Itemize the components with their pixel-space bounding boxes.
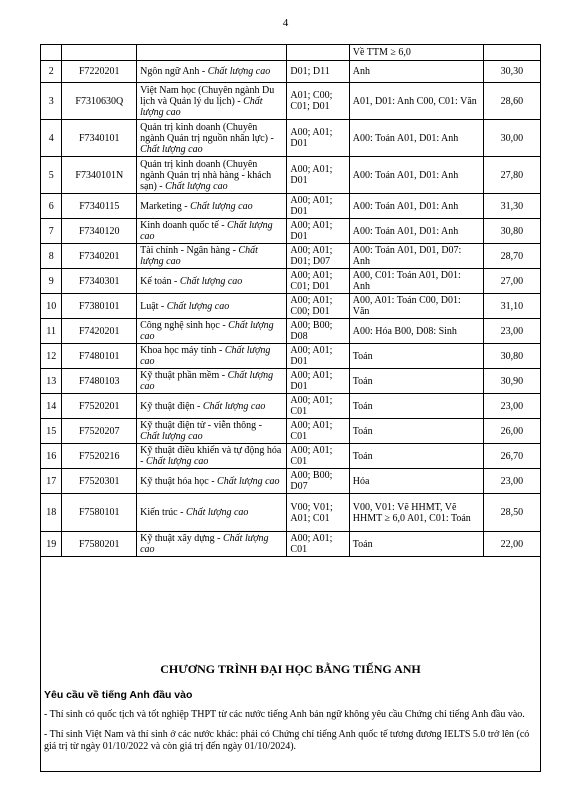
program-name: Quản trị kinh doanh (Chuyên ngành Quản trị nguồn nhân lực) - (140, 121, 274, 144)
program-code-cell: F7520201 (62, 394, 137, 419)
subject-combos-cell: A00; A01; C01 (287, 532, 349, 557)
program-code-cell: F7340101 (62, 120, 137, 157)
score-cell: 26,70 (483, 444, 540, 469)
table-row (41, 394, 541, 419)
requirement-paragraph-1: - Thí sinh có quốc tịch và tốt nghiệp THPT từ các nước tiếng Anh bản ngữ không yêu cầu Chứng chỉ tiếng Anh đầu vào. (44, 709, 525, 720)
subject-combos-cell: A00; A01; C01 (287, 419, 349, 444)
program-code-cell: F7340201 (62, 244, 137, 269)
subject-combos-cell: A00; A01; D01 (287, 369, 349, 394)
english-subjects-cell: Toán (349, 394, 483, 419)
subject-combos-cell: V00; V01; A01; C01 (287, 494, 349, 532)
score-cell: 30,80 (483, 344, 540, 369)
quality-label: Chất lượng cao (179, 275, 243, 287)
row-number-cell: 9 (41, 269, 62, 294)
requirement-heading: Yêu cầu về tiếng Anh đầu vào (44, 689, 193, 701)
program-name: Kiến trúc - (140, 507, 186, 518)
score-cell: 22,00 (483, 532, 540, 557)
subject-combos-cell: A00; A01; D01; D07 (287, 244, 349, 269)
quality-label: Chất lượng cao (140, 143, 203, 155)
english-subjects-cell: A00: Toán A01, D01: Anh (349, 194, 483, 219)
subject-combos-cell: A01; C00; C01; D01 (287, 83, 349, 120)
english-subjects-cell: A00: Toán A01, D01: Anh (349, 219, 483, 244)
program-name: Khoa học máy tính - (140, 345, 225, 356)
row-number-cell: 14 (41, 394, 62, 419)
table-row (41, 120, 541, 157)
english-subjects-cell: A01, D01: Anh C00, C01: Văn (349, 83, 483, 120)
program-name: Ngôn ngữ Anh - (140, 66, 208, 77)
program-name: Tài chính - Ngân hàng - (140, 245, 239, 256)
english-program-section (40, 660, 541, 753)
program-name-cell (137, 444, 287, 469)
program-name: Kỹ thuật điện tử - viễn thông - (140, 420, 262, 431)
quality-label: Chất lượng cao (190, 200, 253, 212)
program-name: Kỹ thuật điện - (140, 400, 203, 412)
program-name: Kế toán - (140, 275, 180, 287)
subject-combos-cell: A00; B00; D08 (287, 319, 349, 344)
score-cell: 23,00 (483, 469, 540, 494)
program-name: Marketing - (140, 200, 191, 212)
row-number-cell: 17 (41, 469, 62, 494)
row-number-cell: 5 (41, 157, 62, 194)
quality-label: Chất lượng cao (166, 300, 230, 312)
score-cell: 30,30 (483, 61, 540, 83)
program-code-cell: F7220201 (62, 61, 137, 83)
program-name-cell (137, 319, 287, 344)
program-code-cell: F7520207 (62, 419, 137, 444)
subject-combos-cell: A00; A01; D01 (287, 344, 349, 369)
quality-label: Chất lượng cao (140, 431, 203, 442)
score-cell: 23,00 (483, 394, 540, 419)
score-cell: 26,00 (483, 419, 540, 444)
program-code-cell: F7340115 (62, 194, 137, 219)
score-cell: 30,00 (483, 120, 540, 157)
english-subjects-cell: Toán (349, 444, 483, 469)
english-subjects-cell: Toán (349, 344, 483, 369)
quality-label: Chất lượng cao (140, 95, 263, 118)
subject-combos-cell: A00; A01; D01 (287, 157, 349, 194)
quality-label: Chất lượng cao (140, 345, 271, 367)
row-number-cell: 13 (41, 369, 62, 394)
table-row (41, 532, 541, 557)
program-code-cell: F7580201 (62, 532, 137, 557)
program-name: Luật - (140, 300, 167, 312)
program-name-cell (137, 344, 287, 369)
row-number-cell: 15 (41, 419, 62, 444)
quality-label: Chất lượng cao (145, 456, 209, 467)
row-number-cell: 3 (41, 83, 62, 120)
quality-label: Chất lượng cao (140, 220, 273, 242)
program-name: Kỹ thuật điều khiển và tự động hóa - (140, 445, 282, 467)
subject-combos-cell: A00; B00; D07 (287, 469, 349, 494)
english-subjects-cell: A00: Toán A01, D01, D07: Anh (349, 244, 483, 269)
table-row (41, 319, 541, 344)
row-number-cell: 18 (41, 494, 62, 532)
program-name-cell (137, 469, 287, 494)
row-number-cell: 7 (41, 219, 62, 244)
english-subjects-cell: A00: Toán A01, D01: Anh (349, 157, 483, 194)
score-cell: 31,10 (483, 294, 540, 319)
row-number-cell: 4 (41, 120, 62, 157)
quality-label: Chất lượng cao (140, 533, 269, 555)
table-row (41, 269, 541, 294)
table-row (41, 494, 541, 532)
row-number-cell: 12 (41, 344, 62, 369)
program-name-cell (137, 294, 287, 319)
program-name: Kỹ thuật xây dựng - (140, 533, 224, 544)
subject-cell: Về TTM ≥ 6,0 (349, 45, 483, 61)
english-subjects-cell: Toán (349, 419, 483, 444)
quality-label: Chất lượng cao (217, 475, 280, 487)
table-row (41, 444, 541, 469)
table-row (41, 83, 541, 120)
program-name-cell (137, 61, 287, 83)
quality-label: Chất lượng cao (202, 400, 266, 412)
score-cell: 28,50 (483, 494, 540, 532)
quality-label: Chất lượng cao (207, 66, 271, 77)
quality-label: Chất lượng cao (185, 507, 249, 518)
program-name-cell (137, 419, 287, 444)
program-name: Kinh doanh quốc tế - (140, 220, 228, 231)
section-title: CHƯƠNG TRÌNH ĐẠI HỌC BẰNG TIẾNG ANH (160, 662, 421, 676)
program-name: Kỹ thuật hóa học - (140, 475, 218, 487)
program-name-cell (137, 394, 287, 419)
subject-combos-cell: A00; A01; C01 (287, 444, 349, 469)
table-row (41, 61, 541, 83)
english-subjects-cell: Toán (349, 532, 483, 557)
table-row (41, 369, 541, 394)
english-subjects-cell: A00: Toán A01, D01: Anh (349, 120, 483, 157)
english-subjects-cell: V00, V01: Vẽ HHMT, Vẽ HHMT ≥ 6,0 A01, C01: Toán (349, 494, 483, 532)
table-row (41, 294, 541, 319)
table-row (41, 244, 541, 269)
table-row (41, 419, 541, 444)
row-number-cell: 8 (41, 244, 62, 269)
subject-combos-cell: A00; A01; C01; D01 (287, 269, 349, 294)
program-code-cell: F7420201 (62, 319, 137, 344)
program-code-cell: F7310630Q (62, 83, 137, 120)
row-number-cell: 19 (41, 532, 62, 557)
program-code-cell: F7340120 (62, 219, 137, 244)
program-name-cell (137, 494, 287, 532)
english-subjects-cell: Hóa (349, 469, 483, 494)
quality-label: Chất lượng cao (140, 370, 274, 392)
program-code-cell: F7340301 (62, 269, 137, 294)
subject-combos-cell: A00; A01; C00; D01 (287, 294, 349, 319)
english-subjects-cell: A00, C01: Toán A01, D01: Anh (349, 269, 483, 294)
subject-combos-cell: A00; A01; D01 (287, 219, 349, 244)
program-name: Kỹ thuật phần mềm - (140, 370, 228, 381)
program-name-cell (137, 219, 287, 244)
score-cell: 27,80 (483, 157, 540, 194)
score-cell: 30,80 (483, 219, 540, 244)
table-row (41, 344, 541, 369)
quality-label: Chất lượng cao (140, 245, 258, 267)
row-number-cell: 2 (41, 61, 62, 83)
program-name-cell (137, 244, 287, 269)
program-name-cell (137, 532, 287, 557)
score-cell: 28,70 (483, 244, 540, 269)
program-code-cell: F7340101N (62, 157, 137, 194)
quality-label: Chất lượng cao (165, 180, 228, 192)
score-cell: 30,90 (483, 369, 540, 394)
table-row (41, 45, 541, 61)
program-code-cell: F7480101 (62, 344, 137, 369)
score-cell: 28,60 (483, 83, 540, 120)
table-row (41, 194, 541, 219)
table-row (41, 469, 541, 494)
program-code-cell: F7380101 (62, 294, 137, 319)
program-name: Công nghệ sinh học - (140, 320, 229, 331)
score-cell: 27,00 (483, 269, 540, 294)
subject-combos-cell: A00; A01; C01 (287, 394, 349, 419)
row-number-cell: 6 (41, 194, 62, 219)
program-name: Việt Nam học (Chuyên ngành Du lịch và Quản lý du lịch) - (140, 84, 275, 107)
subject-combos-cell: D01; D11 (287, 61, 349, 83)
program-code-cell: F7580101 (62, 494, 137, 532)
page-number: 4 (282, 17, 289, 29)
program-name-cell (137, 369, 287, 394)
program-name-cell (137, 269, 287, 294)
program-name: Quản trị kinh doanh (Chuyên ngành Quản trị nhà hàng - khách sạn) - (140, 158, 272, 192)
row-number-cell: 10 (41, 294, 62, 319)
program-name-cell (137, 157, 287, 194)
requirement-paragraph-2: - Thí sinh Việt Nam và thí sinh ở các nước khác: phải có Chứng chỉ tiếng Anh quốc tế tương đương IELTS 5.0 trở lên (có giá trị từ ngày 01/10/2022 và còn giá trị đến ngày 01/10/2024). (44, 729, 530, 752)
english-subjects-cell: Anh (349, 61, 483, 83)
row-number-cell: 11 (41, 319, 62, 344)
program-name-cell (137, 194, 287, 219)
quality-label: Chất lượng cao (140, 320, 274, 342)
subject-combos-cell: A00; A01; D01 (287, 194, 349, 219)
table-row (41, 219, 541, 244)
subject-combos-cell: A00; A01; D01 (287, 120, 349, 157)
table-row (41, 157, 541, 194)
score-cell: 23,00 (483, 319, 540, 344)
english-subjects-cell: A00: Hóa B00, D08: Sinh (349, 319, 483, 344)
english-subjects-cell: Toán (349, 369, 483, 394)
row-number-cell: 16 (41, 444, 62, 469)
score-cell: 31,30 (483, 194, 540, 219)
program-name-cell (137, 120, 287, 157)
program-code-cell: F7520216 (62, 444, 137, 469)
program-name-cell (137, 83, 287, 120)
program-code-cell: F7480103 (62, 369, 137, 394)
english-subjects-cell: A00, A01: Toán C00, D01: Văn (349, 294, 483, 319)
program-code-cell: F7520301 (62, 469, 137, 494)
